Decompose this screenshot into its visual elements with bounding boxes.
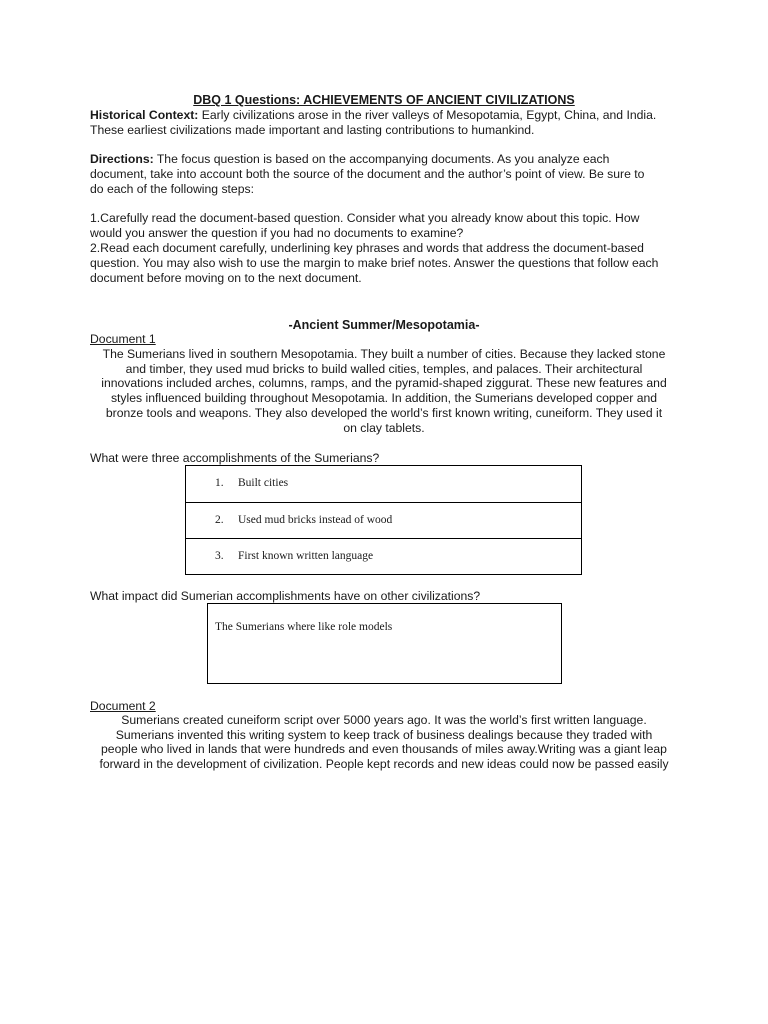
step-2-line-2: question. You may also wish to use the margin to make brief notes. Answer the questions that follow each [90,256,659,270]
document-1-line-1: The Sumerians lived in southern Mesopotamia. They built a number of cities. Because they lacked stone [102,347,666,361]
document-1-line-5: bronze tools and weapons. They also developed the world’s first known writing, cuneiform. They used it [105,405,663,420]
directions-line-2: document, take into account both the source of the document and the author’s point of view. Be sure to [90,167,645,181]
question-2: What impact did Sumerian accomplishments have on other civilizations? [90,589,481,603]
document-2-text [82,713,686,772]
steps-list [90,211,690,286]
document-1-text [82,347,686,435]
document-1-label: Document 1 [90,332,156,346]
question-1: What were three accomplishments of the Sumerians? [90,451,380,465]
historical-context-line-1: Early civilizations arose in the river valleys of Mesopotamia, Egypt, China, and India. [201,108,657,122]
document-1-line-6: on clay tablets. [343,420,425,435]
answer-text: Used mud bricks instead of wood [238,514,393,526]
document-2-line-2: Sumerians invented this writing system to keep track of business dealings because they traded with [115,727,653,742]
historical-context [90,108,690,138]
directions-label: Directions: [90,152,154,166]
step-1-line-2: would you answer the question if you had no documents to examine? [90,226,464,240]
step-2-line-3: document before moving on to the next document. [90,271,362,285]
document-2-line-4: forward in the development of civilization. People kept records and new ideas could now be passed easily [99,757,669,772]
document-2-line-3: people who lived in lands that were hundreds and even thousands of miles away.Writing was a giant leap [101,742,667,757]
answer-text: First known written language [238,550,374,562]
page-title: DBQ 1 Questions: ACHIEVEMENTS OF ANCIENT CIVILIZATIONS [193,93,575,107]
directions-line-3: do each of the following steps: [90,182,254,196]
document-1-line-3: innovations included arches, columns, ramps, and the pyramid-shaped ziggurat. These new features and [101,376,667,391]
answer-row-2[interactable] [186,502,581,538]
document-2-label: Document 2 [90,699,156,713]
document-2-line-1: Sumerians created cuneiform script over 5000 years ago. It was the world’s first written language. [121,713,647,727]
answer-number: 3. [215,550,224,562]
document-1-line-4: styles influenced building throughout Mesopotamia. In addition, the Sumerians developed copper and [110,391,658,406]
answer-row-1[interactable] [186,466,581,502]
document-1-line-2: and timber, they used mud bricks to build walled cities, temples, and palaces. Their architectural [125,361,643,376]
directions [90,152,690,197]
answer-2-text: The Sumerians where like role models [215,621,393,633]
answer-text: Built cities [238,477,289,489]
answer-table-1 [185,465,582,575]
answer-number: 2. [215,514,224,526]
historical-context-label: Historical Context: [90,108,199,122]
directions-line-1: The focus question is based on the accompanying documents. As you analyze each [156,152,610,166]
section-heading: -Ancient Summer/Mesopotamia- [288,318,480,332]
answer-row-3[interactable] [186,538,581,574]
answer-box-2[interactable] [207,603,562,684]
step-2-line-1: 2.Read each document carefully, underlining key phrases and words that address the document-based [90,241,644,255]
answer-number: 1. [215,477,224,489]
step-1-line-1: 1.Carefully read the document-based question. Consider what you already know about this topic. How [90,211,640,225]
historical-context-line-2: These earliest civilizations made important and lasting contributions to humankind. [90,123,535,137]
